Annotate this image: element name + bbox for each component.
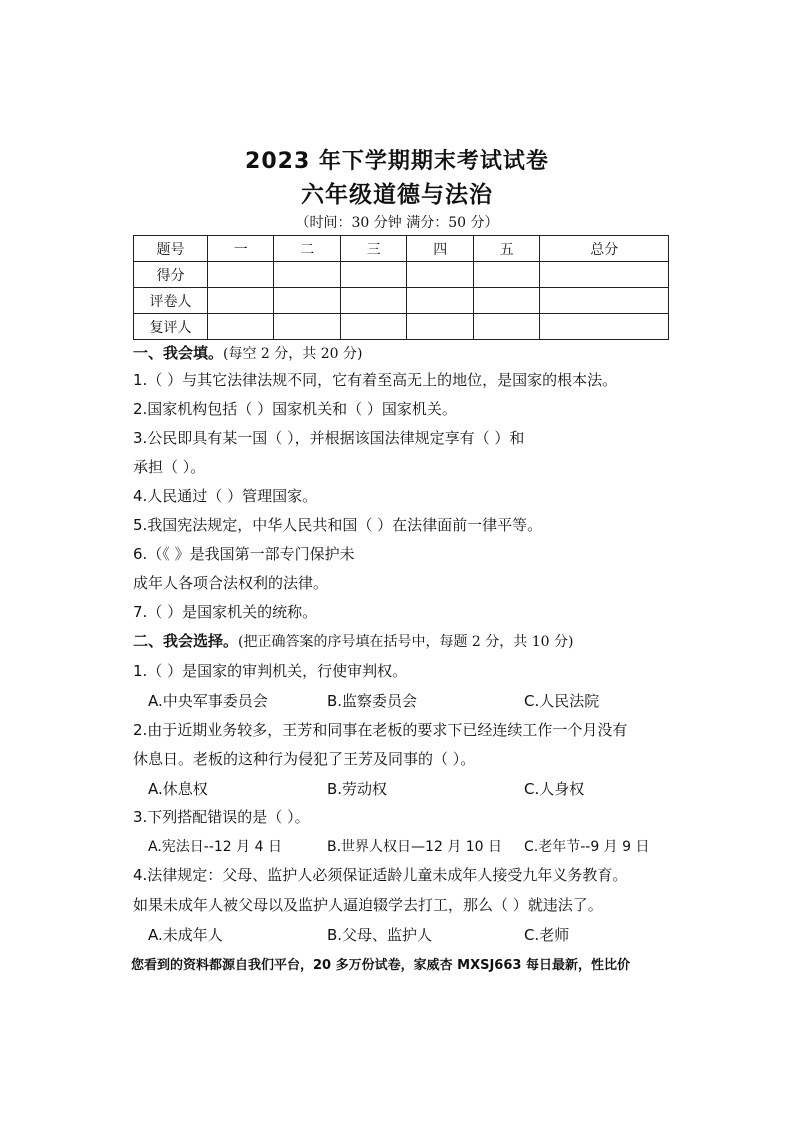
- fill-question-6-cont: 成年人各项合法权利的法律。: [133, 574, 329, 592]
- option-c[interactable]: C.人民法院: [524, 692, 600, 710]
- row-label: 复评人: [134, 314, 208, 340]
- table-cell: 四: [407, 236, 473, 262]
- section2-heading: [133, 630, 573, 651]
- option-a[interactable]: A.中央军事委员会: [148, 692, 268, 710]
- fill-question-3: 3.公民即具有某一国（ ），并根据该国法律规定享有（ ）和: [133, 429, 525, 447]
- choice-question-2: 2.由于近期业务较多，王芳和同事在老板的要求下已经连续工作一个月没有: [133, 721, 628, 739]
- option-a[interactable]: A.宪法日--12 月 4 日: [148, 839, 282, 855]
- score-cell[interactable]: [274, 288, 340, 314]
- option-b[interactable]: B.世界人权日—12 月 10 日: [327, 839, 503, 855]
- option-a[interactable]: A.未成年人: [148, 926, 223, 944]
- table-row: [134, 288, 669, 314]
- score-cell[interactable]: [473, 314, 539, 340]
- section2-title: 二、我会选择。: [133, 632, 239, 650]
- score-cell[interactable]: [274, 262, 340, 288]
- score-cell[interactable]: [208, 288, 274, 314]
- score-cell[interactable]: [540, 314, 669, 340]
- score-cell[interactable]: [208, 262, 274, 288]
- table-row: [134, 314, 669, 340]
- score-cell[interactable]: [407, 314, 473, 340]
- score-cell[interactable]: [540, 262, 669, 288]
- section1-heading: [133, 342, 362, 363]
- option-b[interactable]: B.劳动权: [327, 780, 388, 798]
- score-table-header-row: [134, 236, 669, 262]
- section1-title: 一、我会填。: [133, 344, 224, 362]
- section2-note: (把正确答案的序号填在括号中，每题 2 分，共 10 分): [238, 634, 574, 650]
- table-cell: 总分: [540, 236, 669, 262]
- score-cell[interactable]: [340, 262, 406, 288]
- option-c[interactable]: C.老年节--9 月 9 日: [524, 839, 650, 855]
- row-label: 得分: [134, 262, 208, 288]
- table-cell: 一: [208, 236, 274, 262]
- footer-notice: 您看到的资料都源自我们平台，20 多万份试卷，家威杏 MXSJ663 每日最新，性比价: [131, 958, 630, 973]
- score-table: [133, 235, 669, 340]
- fill-question-5: 5.我国宪法规定，中华人民共和国（ ）在法律面前一律平等。: [133, 516, 543, 534]
- fill-question-6: 6.（《 》是我国第一部专门保护未: [133, 545, 355, 563]
- option-c[interactable]: C.老师: [524, 926, 570, 944]
- table-row: [134, 262, 669, 288]
- option-b[interactable]: B.监察委员会: [327, 692, 418, 710]
- table-cell: 五: [473, 236, 539, 262]
- score-cell[interactable]: [407, 288, 473, 314]
- exam-subject: 六年级道德与法治: [301, 182, 493, 208]
- row-label: 评卷人: [134, 288, 208, 314]
- choice-question-3: 3.下列搭配错误的是（ ）。: [133, 808, 310, 826]
- score-cell[interactable]: [340, 288, 406, 314]
- fill-question-7: 7.（ ）是国家机关的统称。: [133, 603, 318, 621]
- option-b[interactable]: B.父母、监护人: [327, 926, 433, 944]
- score-cell[interactable]: [407, 262, 473, 288]
- score-cell[interactable]: [473, 262, 539, 288]
- option-c[interactable]: C.人身权: [524, 780, 585, 798]
- exam-title: 2023 年下学期期末考试试卷: [245, 149, 549, 174]
- score-cell[interactable]: [340, 314, 406, 340]
- choice-question-4-cont: 如果未成年人被父母以及监护人逼迫辍学去打工，那么（ ）就违法了。: [133, 896, 603, 914]
- fill-question-4: 4.人民通过（ ）管理国家。: [133, 487, 318, 505]
- option-a[interactable]: A.休息权: [148, 780, 208, 798]
- exam-time-and-score: （时间：30 分钟 满分：50 分）: [295, 215, 499, 231]
- table-cell: 题号: [134, 236, 208, 262]
- choice-question-4: 4.法律规定：父母、监护人必须保证适龄儿童未成年人接受九年义务教育。: [133, 866, 628, 884]
- section1-note: (每空 2 分，共 20 分): [223, 346, 363, 362]
- score-cell[interactable]: [473, 288, 539, 314]
- score-cell[interactable]: [274, 314, 340, 340]
- choice-question-2-cont: 休息日。老板的这种行为侵犯了王芳及同事的（ ）。: [133, 750, 476, 768]
- fill-question-1: 1.（ ）与其它法律法规不同，它有着至高无上的地位，是国家的根本法。: [133, 371, 618, 389]
- fill-question-2: 2.国家机构包括（ ）国家机关和（ ）国家机关。: [133, 400, 457, 418]
- score-cell[interactable]: [540, 288, 669, 314]
- score-cell[interactable]: [208, 314, 274, 340]
- table-cell: 二: [274, 236, 340, 262]
- table-cell: 三: [340, 236, 406, 262]
- choice-question-1: 1.（ ）是国家的审判机关，行使审判权。: [133, 662, 408, 680]
- fill-question-3-cont: 承担（ ）。: [133, 458, 206, 476]
